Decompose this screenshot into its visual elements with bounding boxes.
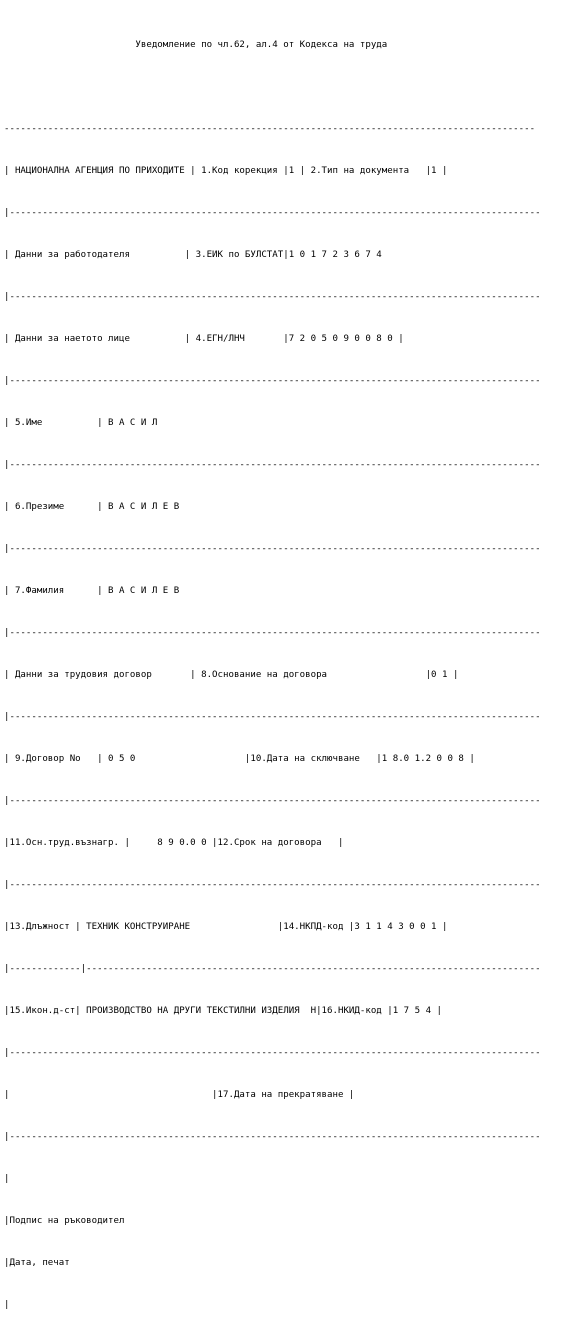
rule-line: |-------------------------------------------------------------------------------------------------: [4, 880, 541, 890]
rule-line: |-------------------------------------------------------------------------------------------------: [4, 376, 541, 386]
employer-row: | Данни за работодателя | 3.ЕИК по БУЛСТАТ|1 0 1 7 2 3 6 7 4: [4, 250, 382, 260]
termination-date-row: | |17.Дата на прекратяване |: [4, 1090, 355, 1100]
agency-row: | НАЦИОНАЛНА АГЕНЦИЯ ПО ПРИХОДИТЕ | 1.Код корекция |1 | 2.Тип на документа |1 |: [4, 166, 448, 176]
position-row: |13.Длъжност | ТЕХНИК КОНСТРУИРАНЕ |14.НКПД-код |3 1 1 4 3 0 0 1 |: [4, 922, 448, 932]
rule-line: |-------------------------------------------------------------------------------------------------: [4, 712, 541, 722]
first-name-row: | 5.Име | В А С И Л: [4, 418, 158, 428]
economic-activity-row: |15.Икон.д-ст| ПРОИЗВОДСТВО НА ДРУГИ ТЕКСТИЛНИ ИЗДЕЛИЯ Н|16.НКИД-код |1 7 5 4 |: [4, 1006, 442, 1016]
rule-line: |-------------------------------------------------------------------------------------------------: [4, 208, 541, 218]
last-name-row: | 7.Фамилия | В А С И Л Е В: [4, 586, 180, 596]
employee-id-row: | Данни за наетото лице | 4.ЕГН/ЛНЧ |7 2 0 5 0 9 0 0 8 0 |: [4, 334, 404, 344]
form-title: Уведомление по чл.62, ал.4 от Кодекса на труда: [4, 40, 388, 50]
date-stamp-line: |Дата, печат: [4, 1258, 70, 1268]
blank-line: |: [4, 1300, 10, 1310]
middle-name-row: | 6.Презиме | В А С И Л Е В: [4, 502, 180, 512]
rule-line: |-------------------------------------------------------------------------------------------------: [4, 1132, 541, 1142]
rule-line: |-------------------------------------------------------------------------------------------------: [4, 460, 541, 470]
signature-line: |Подпис на ръководител: [4, 1216, 125, 1226]
rule-line: |-------------------------------------------------------------------------------------------------: [4, 628, 541, 638]
contract-number-row: | 9.Договор No | 0 5 0 |10.Дата на сключване |1 8.0 1.2 0 0 8 |: [4, 754, 475, 764]
rule-line: -------------------------------------------------------------------------------------------------: [4, 124, 536, 134]
notification-form: [4, 10, 541, 1326]
rule-line: |-------------|-----------------------------------------------------------------------------------: [4, 964, 541, 974]
contract-basis-row: | Данни за трудовия договор | 8.Основание на договора |0 1 |: [4, 670, 459, 680]
rule-line: |-------------------------------------------------------------------------------------------------: [4, 292, 541, 302]
salary-row: |11.Осн.труд.възнагр. | 8 9 0.0 0 |12.Срок на договора |: [4, 838, 344, 848]
blank-line: [4, 80, 541, 94]
blank-line: |: [4, 1174, 10, 1184]
rule-line: |-------------------------------------------------------------------------------------------------: [4, 796, 541, 806]
rule-line: |-------------------------------------------------------------------------------------------------: [4, 544, 541, 554]
rule-line: |-------------------------------------------------------------------------------------------------: [4, 1048, 541, 1058]
